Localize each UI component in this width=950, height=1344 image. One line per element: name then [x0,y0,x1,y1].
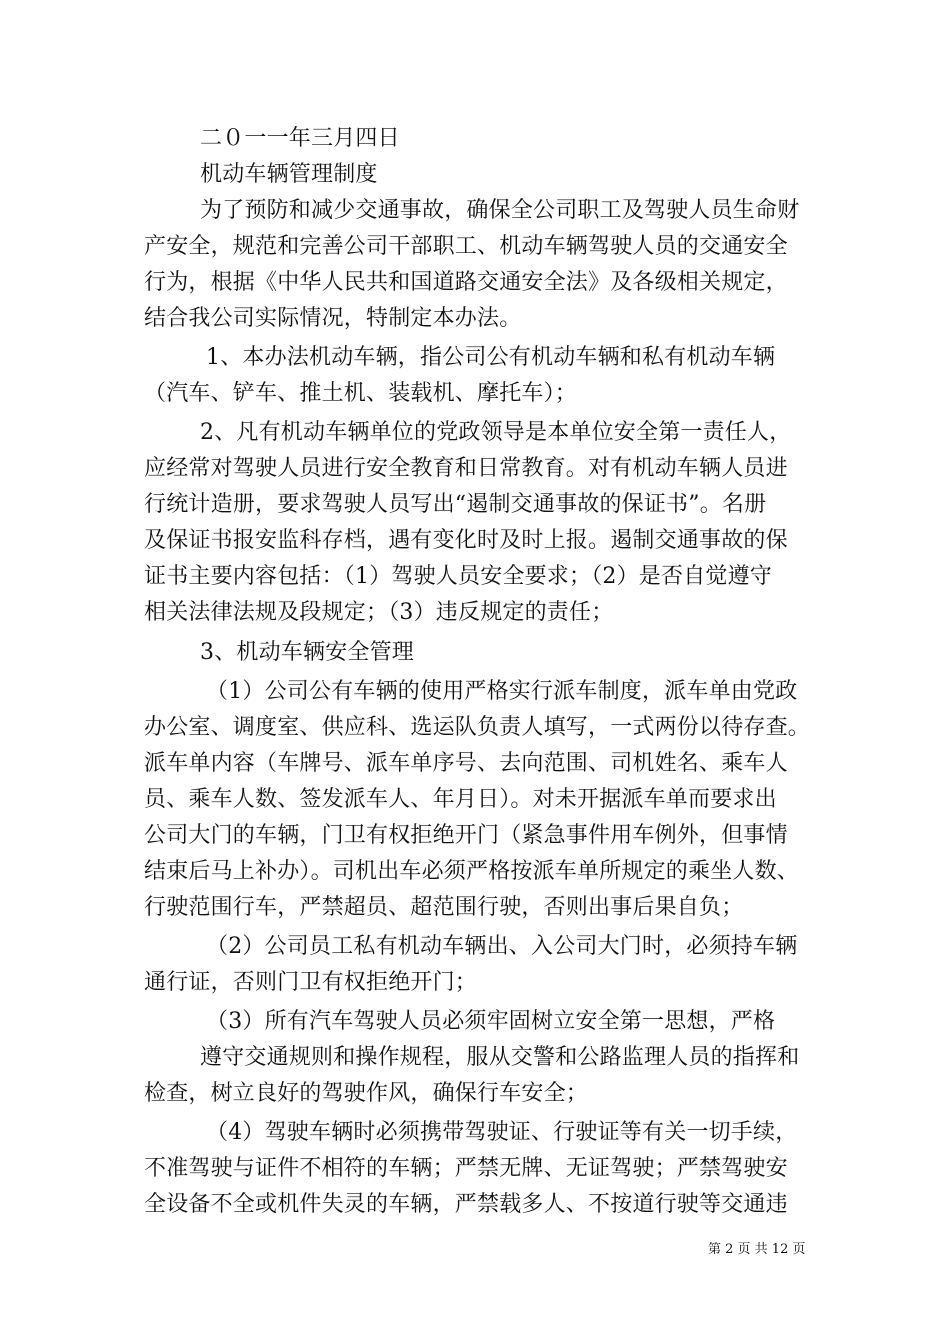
text-line: 应经常对驾驶人员进行安全教育和日常教育。对有机动车辆人员进 [144,456,788,481]
text-line: 产安全，规范和完善公司干部职工、机动车辆驾驶人员的交通安全 [144,234,788,259]
page-number: 第 2 页 共 12 页 [708,1242,806,1257]
text-line: 员、乘车人数、签发派车人、年月日）。对未开据派车单而要求出 [144,787,777,812]
text-line: 结合我公司实际情况，特制定本办法。 [144,306,522,331]
text-line: 2、凡有机动车辆单位的党政领导是本单位安全第一责任人， [200,420,792,445]
text-line: 通行证，否则门卫有权拒绝开门； [144,970,478,995]
text-line: （1）公司公有车辆的使用严格实行派车制度，派车单由党政 [206,679,798,704]
text-line: （3）所有汽车驾驶人员必须牢固树立安全第一思想，严格 [206,1009,776,1034]
text-line: 行为，根据《中华人民共和国道路交通安全法》及各级相关规定， [144,270,788,295]
date-line: 二０一一年三月四日 [200,126,400,151]
text-line: 派车单内容（车牌号、派车单序号、去向范围、司机姓名、乘车人 [144,751,788,776]
text-line: （汽车、铲车、推土机、装载机、摩托车）； [144,381,578,406]
text-line: 办公室、调度室、供应科、选运队负责人填写，一式两份以待存查。 [144,715,811,740]
text-line: （4）驾驶车辆时必须携带驾驶证、行驶证等有关一切手续， [206,1120,798,1145]
text-line: 行驶范围行车，严禁超员、超范围行驶，否则出事后果自负； [144,895,744,920]
text-line: 不准驾驶与证件不相符的车辆；严禁无牌、无证驾驶；严禁驾驶安 [144,1156,788,1181]
text-line: 及保证书报安监科存档，遇有变化时及时上报。遏制交通事故的保 [144,528,788,553]
text-line: 1、本办法机动车辆，指公司公有机动车辆和私有机动车辆 [206,345,776,370]
text-line: 遵守交通规则和操作规程，服从交警和公路监理人员的指挥和 [200,1045,800,1070]
section-heading: 3、机动车辆安全管理 [200,640,414,665]
text-line: 行统计造册，要求驾驶人员写出“遏制交通事故的保证书”。名册 [144,492,767,517]
text-line: 全设备不全或机件失灵的车辆，严禁载多人、不按道行驶等交通违 [144,1192,788,1217]
text-line: 为了预防和减少交通事故，确保全公司职工及驾驶人员生命财 [200,198,800,223]
text-line: 公司大门的车辆，门卫有权拒绝开门（紧急事件用车例外，但事情 [144,823,788,848]
text-line: 结束后马上补办）。司机出车必须严格按派车单所规定的乘坐人数、 [144,859,800,884]
text-line: 检查，树立良好的驾驶作风，确保行车安全； [144,1081,589,1106]
section-title: 机动车辆管理制度 [200,162,378,187]
text-line: 证书主要内容包括：（1）驾驶人员安全要求；（2）是否自觉遵守 [144,564,772,589]
text-line: （2）公司员工私有机动车辆出、入公司大门时，必须持车辆 [206,934,798,959]
text-line: 相关法律法规及段规定；（3）违反规定的责任； [144,600,614,625]
